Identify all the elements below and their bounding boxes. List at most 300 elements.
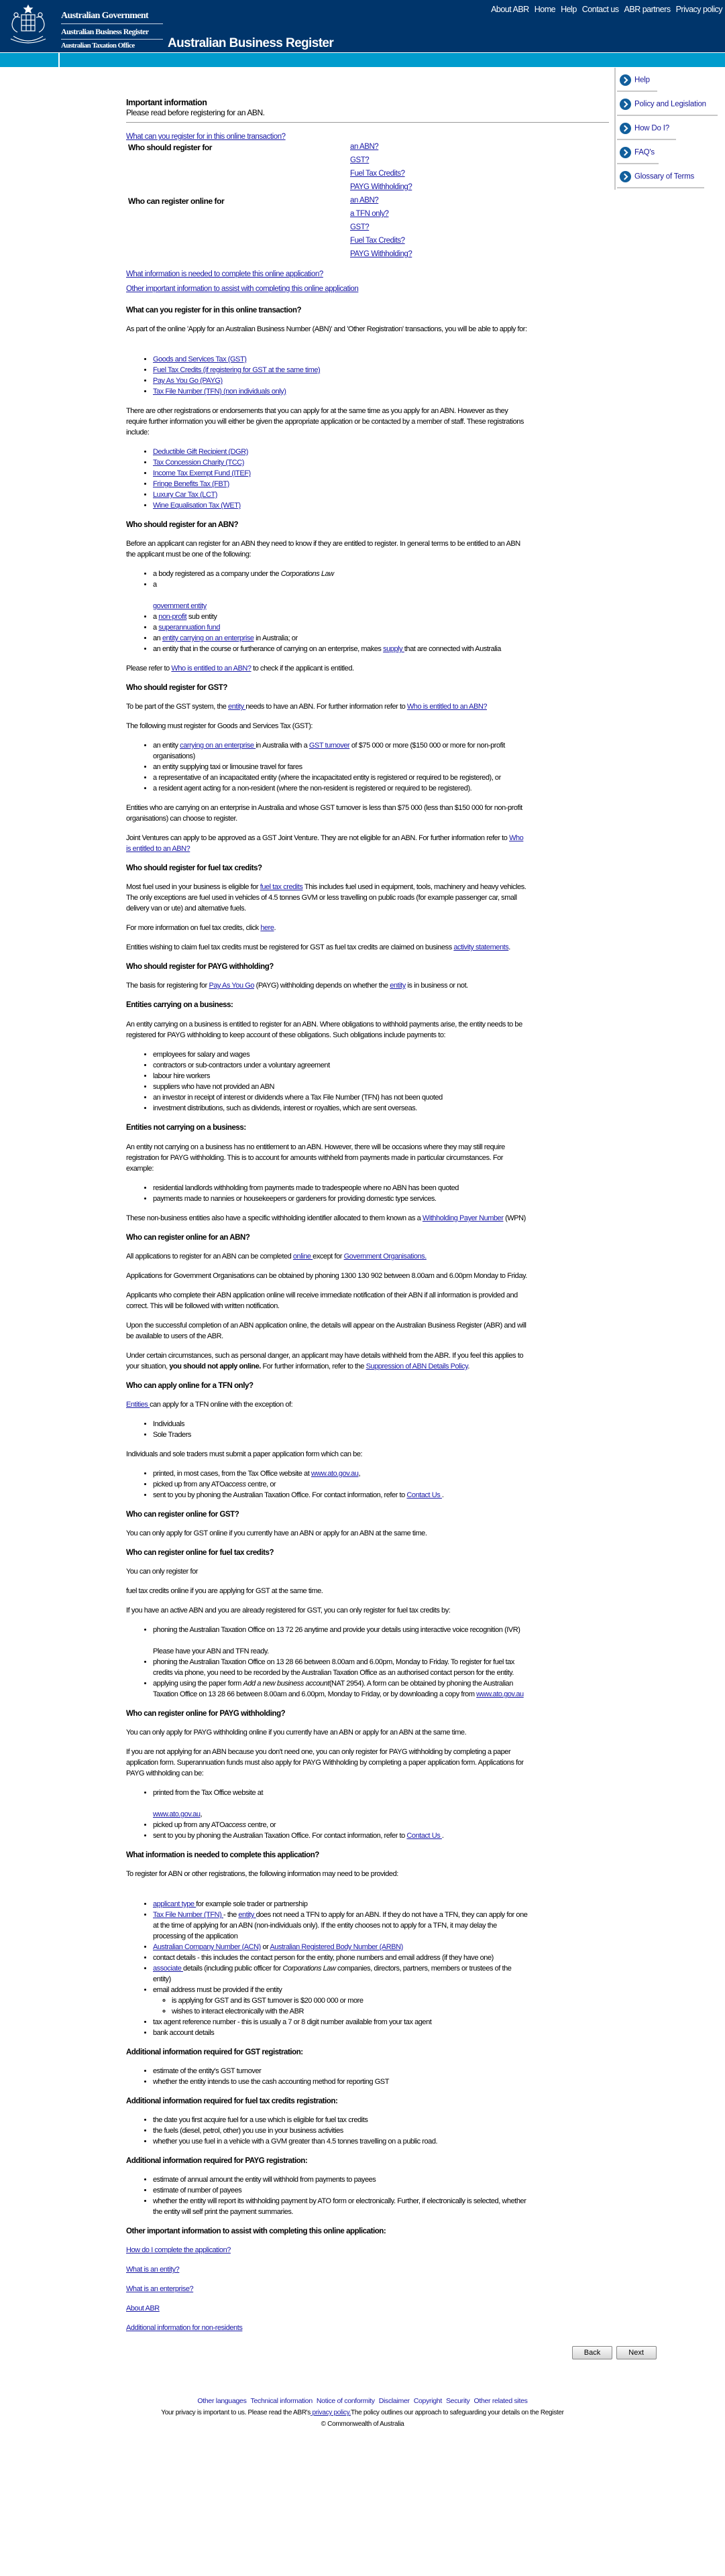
list-item	[153, 579, 528, 611]
toc-row-link-cell	[350, 196, 412, 210]
inline-link[interactable]: Fuel Tax Credits (if registering for GST at the same time)	[153, 366, 321, 374]
text: labour hire workers	[153, 1072, 210, 1080]
paragraph	[126, 942, 528, 953]
sub-heading: Entities not carrying on a business:	[126, 1124, 246, 1132]
inline-link[interactable]: Who is entitled to an ABN?	[406, 703, 487, 711]
bullet-list	[126, 2066, 528, 2087]
nav-abr-partners[interactable]: ABR partners	[624, 5, 671, 14]
section	[126, 1381, 528, 1501]
text: companies, directors, partners, members or trustees of the entity)	[153, 1965, 512, 1983]
paragraph	[126, 1586, 528, 1596]
inline-link[interactable]: Australian Company Number (ACN)	[153, 1943, 261, 1951]
list-item	[153, 489, 528, 500]
list-item	[153, 1830, 528, 1841]
inline-link[interactable]: entity	[238, 1911, 256, 1919]
chevron-circle-icon	[620, 123, 631, 134]
text: bank account details	[153, 2029, 215, 2037]
text: Entities who are carrying on an enterprise in Australia and whose GST turnover is less than $75 000 (less than $150 000 for non-profit organisations) can choose to register.	[126, 804, 522, 823]
footer-link[interactable]: Disclaimer	[378, 2397, 410, 2405]
inline-link[interactable]: government entity	[153, 602, 207, 610]
paragraph	[126, 1528, 528, 1539]
text: a resident agent acting for a non-resident (where the non-resident is registered or required to be registered).	[153, 784, 472, 793]
inline-link[interactable]: Entities	[126, 1401, 150, 1409]
text: Most fuel used in your business is eligible for	[126, 883, 260, 891]
italic-text: Corporations Law	[280, 570, 334, 578]
inline-link[interactable]: www.ato.gov.au	[476, 1690, 524, 1698]
paragraph	[126, 1399, 528, 1410]
list-item	[153, 2017, 528, 2028]
divider	[617, 187, 704, 188]
text: phoning the Australian Taxation Office on 13 72 26 anytime and provide your details using interactive voice recognition (IVR)	[153, 1626, 520, 1634]
list-item	[153, 457, 528, 468]
inline-link[interactable]: Wine Equalisation Tax (WET)	[153, 502, 241, 510]
text: email address must be provided if the entity	[153, 1986, 282, 1994]
text: is in business or not.	[405, 982, 468, 990]
list-item	[153, 479, 528, 489]
inline-link[interactable]: carrying on an enterprise	[180, 742, 256, 750]
text: suppliers who have not provided an ABN	[153, 1083, 275, 1091]
toc-link[interactable]: an ABN?	[350, 196, 379, 204]
divider	[126, 122, 609, 123]
toc-link[interactable]: PAYG Withholding?	[350, 183, 412, 191]
text: an entity that in the course or furtherance of carrying on an enterprise, makes	[153, 645, 384, 653]
page-subtitle: Please read before registering for an ABN.	[126, 108, 265, 117]
inline-link[interactable]: Pay As You Go (PAYG)	[153, 377, 223, 385]
toc-row	[126, 170, 412, 183]
list-item	[153, 1657, 528, 1678]
back-button[interactable]: Back	[572, 2346, 612, 2359]
text: an entity supplying taxi or limousine travel for fares	[153, 763, 302, 771]
text: (WPN)	[503, 1214, 526, 1222]
section-heading: Who should register for an ABN?	[126, 521, 239, 529]
list-item	[153, 1985, 528, 2017]
toc-row-link-cell	[350, 143, 412, 156]
toc-row	[126, 196, 412, 210]
sidebar-item-how-do-i[interactable]	[616, 117, 725, 141]
list-item	[153, 1490, 528, 1501]
coat-of-arms-logo	[7, 3, 50, 48]
toc-row	[126, 223, 412, 237]
toc-link[interactable]: Fuel Tax Credits?	[350, 170, 405, 178]
toc-row-link-cell	[350, 237, 412, 250]
toc-link[interactable]: What can you register for in this online transaction?	[126, 133, 286, 141]
paragraph	[126, 406, 528, 438]
inline-link[interactable]: Who is entitled to an ABN?	[126, 834, 524, 853]
list-item	[153, 500, 528, 511]
toc-row	[126, 143, 412, 156]
toc-row	[126, 250, 412, 264]
text: These non-business entities also have a specific withholding identifier allocated to them known as a	[126, 1214, 423, 1222]
toc-link[interactable]: a TFN only?	[350, 210, 389, 218]
text: printed, in most cases, from the Tax Office website at	[153, 1470, 311, 1478]
main-content	[126, 94, 609, 2342]
toc-link[interactable]: Fuel Tax Credits?	[350, 237, 405, 245]
text: wishes to interact electronically with the ABR	[172, 2007, 304, 2015]
list-item	[153, 1910, 528, 1942]
text: in Australia with a	[256, 742, 309, 750]
paragraph	[126, 1566, 528, 1577]
inline-link[interactable]: www.ato.gov.au	[153, 1810, 201, 1818]
chevron-circle-icon	[620, 74, 631, 86]
toc-link[interactable]: Other important information to assist with completing this online application	[126, 285, 359, 293]
list-item	[153, 1952, 528, 1963]
bullet-list	[126, 1049, 528, 1114]
bold-text: you should not apply online.	[169, 1362, 261, 1370]
nav-home[interactable]: Home	[534, 5, 556, 14]
section	[126, 305, 528, 511]
inline-link[interactable]: What is an entity?	[126, 2266, 180, 2274]
section-heading: Who can apply online for a TFN only?	[126, 1382, 254, 1390]
sidebar-item-label: FAQ's	[634, 148, 655, 157]
inline-link[interactable]: superannuation fund	[158, 624, 221, 632]
sidebar-item-glossary[interactable]	[616, 166, 725, 190]
inline-link[interactable]: What is an enterprise?	[126, 2285, 194, 2293]
section	[126, 683, 528, 854]
paragraph	[126, 2323, 528, 2333]
list-item	[153, 1942, 528, 1952]
toc-row-label	[126, 156, 350, 170]
inline-link[interactable]: Fringe Benefits Tax (FBT)	[153, 480, 229, 488]
inline-link[interactable]: Australian Registered Body Number (ARBN)	[270, 1943, 403, 1951]
inline-link[interactable]: Government Organisations.	[343, 1252, 427, 1261]
sidebar-item-faqs[interactable]	[616, 141, 725, 166]
text: a representative of an incapacitated entity (where the incapacitated entity is registered or required to be registered), or	[153, 774, 501, 782]
text: Please have your ABN and TFN ready.	[153, 1647, 269, 1655]
paragraph	[126, 980, 528, 991]
section-heading: Additional information required for fuel tax credits registration:	[126, 2097, 338, 2105]
toc-link[interactable]: PAYG Withholding?	[350, 250, 412, 258]
divider	[617, 115, 718, 116]
text: - the	[223, 1911, 239, 1919]
paragraph	[126, 1251, 528, 1262]
inline-link[interactable]: supply	[383, 645, 404, 653]
nav-privacy-policy[interactable]: Privacy policy	[675, 5, 722, 14]
site-header	[0, 0, 725, 52]
list-item	[153, 386, 528, 397]
text: contact details - this includes the contact person for the entity, phone numbers and email address (if they have one)	[153, 1954, 494, 1962]
sidebar-item-label: Policy and Legislation	[634, 100, 706, 109]
text: If you are not applying for an ABN because you don't need one, you can only register for PAYG withholding by completing a paper application form. Superannuation funds must also apply for PAYG Withholding by completing a paper application form. Applications for PAYG withholding can be:	[126, 1748, 524, 1777]
inline-link[interactable]: Withholding Payer Number	[422, 1214, 504, 1222]
paragraph	[126, 721, 528, 731]
gov-line-1: Australian Government	[61, 11, 149, 21]
inline-link[interactable]: fuel tax credits	[260, 883, 303, 891]
paragraph	[126, 701, 528, 712]
paragraph	[126, 324, 528, 335]
text: (NAT 2954). A form can be obtained by phoning the Australian Taxation Office on 13 28 66 between 8.00am and 6.00pm, Monday to Friday, or by downloading a copy from	[153, 1680, 513, 1698]
paragraph	[126, 1290, 528, 1311]
text: .	[508, 943, 510, 951]
text: or	[260, 1943, 270, 1951]
text: is applying for GST and its GST turnover is $20 000 000 or more	[172, 1997, 364, 2005]
toc-row-label	[126, 210, 350, 223]
divider	[617, 139, 676, 140]
text: of $75 000 or more ($150 000 or more for non-profit organisations)	[153, 742, 505, 760]
toc-link[interactable]: an ABN?	[350, 143, 379, 151]
toc-link[interactable]: What information is needed to complete this online application?	[126, 270, 323, 278]
inline-link[interactable]: online	[292, 1252, 313, 1261]
paragraph	[126, 1605, 528, 1616]
list-item	[153, 447, 528, 457]
text: To register for ABN or other registrations, the following information may need to be provided:	[126, 1870, 398, 1878]
text: picked up from any ATO	[153, 1480, 225, 1488]
toc-row-label	[126, 237, 350, 250]
inline-link[interactable]: Goods and Services Tax (GST)	[153, 355, 247, 363]
bullet-list	[126, 1888, 528, 2038]
text: needs to have an ABN. For further information refer to	[245, 703, 407, 711]
list-item	[153, 644, 528, 654]
text: employees for salary and wages	[153, 1051, 250, 1059]
list-item	[153, 1183, 528, 1193]
inline-link[interactable]: activity statements	[453, 943, 509, 951]
text: To be part of the GST system, the	[126, 703, 229, 711]
list-item	[153, 1429, 528, 1440]
text: the fuels (diesel, petrol, other) you use in your business activities	[153, 2127, 343, 2135]
toc-row-link-cell	[350, 223, 412, 237]
copyright: © Commonwealth of Australia	[321, 2420, 404, 2428]
toc-row	[126, 156, 412, 170]
section	[126, 2047, 528, 2087]
list-item	[153, 633, 528, 644]
list-item	[153, 1468, 528, 1479]
button-bar	[570, 2346, 659, 2359]
inline-link[interactable]: Deductible Gift Recipient (DGR)	[153, 448, 248, 456]
list-item	[153, 1081, 528, 1092]
bullet-list	[126, 1788, 528, 1841]
paragraph	[126, 1350, 528, 1372]
text: The basis for registering for	[126, 982, 209, 990]
footer-link[interactable]: Notice of conformity	[316, 2397, 375, 2405]
toc-row	[126, 210, 412, 223]
bullet-list	[126, 2174, 528, 2217]
bullet-list	[126, 447, 528, 511]
nav-help[interactable]: Help	[561, 5, 577, 14]
text: tax agent reference number - this is usually a 7 or 8 digit number available from your tax agent	[153, 2018, 432, 2026]
toc-link[interactable]: GST?	[350, 223, 370, 231]
text: All applications to register for an ABN can be completed	[126, 1252, 293, 1261]
paragraph	[126, 2264, 528, 2275]
paragraph	[126, 1727, 528, 1738]
footer-link[interactable]: Security	[445, 2397, 470, 2405]
section-heading: Who can register online for an ABN?	[126, 1234, 250, 1242]
text: estimate of the entity's GST turnover	[153, 2067, 262, 2075]
paragraph	[126, 833, 528, 854]
bullet-list	[126, 569, 528, 654]
paragraph	[126, 538, 528, 560]
inline-link[interactable]: Contact Us	[406, 1832, 442, 1840]
table-of-contents	[126, 133, 609, 293]
text: details (including public officer for	[183, 1965, 283, 1973]
text: can apply for a TFN online with the exception of:	[150, 1401, 293, 1409]
nav-contact-us[interactable]: Contact us	[581, 5, 619, 14]
privacy-text: Your privacy is important to us. Please read the ABR's	[161, 2409, 311, 2416]
list-item	[153, 1049, 528, 1060]
inline-link[interactable]: www.ato.gov.au	[311, 1470, 359, 1478]
text: fuel tax credits online if you are applying for GST at the same time.	[126, 1587, 323, 1595]
section-heading: Additional information required for GST registration:	[126, 2048, 303, 2056]
sidebar-item-policy[interactable]	[616, 93, 725, 117]
inline-link[interactable]: Tax Concession Charity (TCC)	[153, 459, 244, 467]
list-item	[153, 2125, 528, 2136]
list-item	[153, 1888, 528, 1910]
privacy-text: The policy outlines our approach to safeguarding your details on the Register	[351, 2409, 564, 2416]
list-item	[153, 2115, 528, 2125]
text: An entity carrying on a business is entitled to register for an ABN. Where obligations to withhold payments arise, the entity needs to be registered for PAYG withholding to keep account of these obligations. Such obligations include payments to:	[126, 1020, 522, 1039]
paragraph	[126, 1449, 528, 1460]
list-item	[153, 2174, 528, 2185]
paragraph	[126, 882, 528, 914]
list-item	[153, 1092, 528, 1103]
text: centre, or	[245, 1821, 276, 1829]
inline-link[interactable]: Additional information for non-residents	[126, 2324, 243, 2332]
list-item	[153, 1788, 528, 1820]
text: payments made to nannies or housekeepers or gardeners for providing domestic type services.	[153, 1195, 437, 1203]
text: except for	[313, 1252, 344, 1261]
text: Before an applicant can register for an ABN they need to know if they are entitled to register. In general terms to be entitled to an ABN the applicant must be one of the following:	[126, 540, 520, 559]
text: Applicants who complete their ABN application online will receive immediate notification of their ABN if all information is provided and correct. This will be followed with written notification.	[126, 1291, 518, 1310]
bullet-list	[126, 740, 528, 794]
text: Individuals and sole traders must submit a paper application form which can be:	[126, 1450, 363, 1458]
section-heading: Who should register for fuel tax credits?	[126, 864, 262, 872]
inline-link[interactable]: How do I complete the application?	[126, 2246, 231, 2254]
toc-row-label	[126, 170, 350, 183]
list-item	[153, 1625, 528, 1657]
section-heading: What information is needed to complete this application?	[126, 1851, 319, 1859]
list-item	[153, 1820, 528, 1830]
section-heading: Who can register online for GST?	[126, 1511, 239, 1519]
text: There are other registrations or endorsements that you can apply for at the same time as you apply for an ABN. However as they require further information you will either be given the appropriate application or be contacted by a member of staff. These registrations include:	[126, 407, 524, 436]
text: applying using the paper form	[153, 1680, 243, 1688]
footer-link[interactable]: Technical information	[250, 2397, 313, 2405]
footer-link[interactable]: Other languages	[197, 2397, 247, 2405]
text: estimate of number of payees	[153, 2186, 242, 2194]
sidebar-item-help[interactable]	[616, 69, 725, 93]
italic-text: Add a new business account	[243, 1680, 329, 1688]
nav-about-abr[interactable]: About ABR	[491, 5, 529, 14]
next-button[interactable]: Next	[616, 2346, 657, 2359]
toc-row	[126, 237, 412, 250]
list-item	[153, 611, 528, 622]
bullet-list	[126, 2115, 528, 2147]
inline-link[interactable]: Luxury Car Tax (LCT)	[153, 491, 217, 499]
list-item	[153, 2066, 528, 2076]
inline-link[interactable]: Pay As You Go	[209, 982, 254, 990]
inline-link[interactable]: applicant type	[153, 1900, 197, 1908]
privacy-policy-link[interactable]: privacy policy.	[310, 2409, 351, 2416]
section	[126, 2226, 528, 2333]
list-item	[153, 375, 528, 386]
inline-link[interactable]: Who is entitled to an ABN?	[171, 664, 252, 672]
text: an investor in receipt of interest or dividends where a Tax File Number (TFN) has not been quoted	[153, 1094, 443, 1102]
text: does not need a TFN to apply for an ABN. If they do not have a TFN, they can apply for one at the time of applying for an ABN (non-individuals only). If the entity chooses not to apply for a TFN, it may delay the processing of the application	[153, 1911, 528, 1940]
text: Please refer to	[126, 664, 172, 672]
bullet-list	[126, 1419, 528, 1440]
section-heading: Who should register for GST?	[126, 684, 227, 692]
toc-row-link-cell	[350, 210, 412, 223]
text: sub entity	[186, 613, 217, 621]
paragraph	[126, 1271, 528, 1281]
text: You can only apply for PAYG withholding online if you currently have an ABN or apply for an ABN at the same time.	[126, 1729, 467, 1737]
sidebar-item-label: How Do I?	[634, 124, 669, 133]
toc-row-link-cell	[350, 183, 412, 196]
text: in Australia; or	[254, 634, 298, 642]
list-item	[153, 343, 528, 365]
inline-link[interactable]: Contact Us	[406, 1491, 442, 1499]
list-item	[153, 2028, 528, 2038]
toc-row-label: Who can register online for	[128, 196, 225, 206]
inline-link[interactable]: associate	[153, 1965, 184, 1973]
inline-link[interactable]: GST turnover	[309, 742, 350, 750]
toc-row-link-cell	[350, 250, 412, 264]
text: .	[441, 1491, 444, 1499]
list-item	[153, 2185, 528, 2196]
footer-link[interactable]: Other related sites	[473, 2397, 528, 2405]
inline-link[interactable]: Tax File Number (TFN)	[153, 1911, 223, 1919]
list-item	[153, 1678, 528, 1700]
list-item	[153, 1419, 528, 1429]
text: contractors or sub-contractors under a voluntary agreement	[153, 1061, 330, 1069]
list-item	[153, 740, 528, 762]
toc-link[interactable]: GST?	[350, 156, 370, 164]
section-heading: Who can register online for fuel tax credits?	[126, 1549, 274, 1557]
inline-link[interactable]: About ABR	[126, 2304, 160, 2312]
line-gap	[153, 1888, 528, 1899]
inline-link[interactable]: entity	[228, 703, 246, 711]
inline-link[interactable]: non-profit	[158, 613, 187, 621]
text: sent to you by phoning the Australian Taxation Office. For contact information, refer to	[153, 1832, 407, 1840]
paragraph	[126, 1019, 528, 1041]
inline-link[interactable]: here	[260, 924, 274, 932]
text: that are connected with Australia	[404, 645, 501, 653]
section-heading: Who should register for PAYG withholding?	[126, 963, 274, 971]
footer-link[interactable]: Copyright	[413, 2397, 442, 2405]
paragraph	[126, 1747, 528, 1779]
line-gap	[153, 1635, 528, 1646]
sidebar	[614, 68, 725, 190]
bullet-list	[126, 343, 528, 397]
list-item	[153, 622, 528, 633]
text: whether you use fuel in a vehicle with a GVM greater than 4.5 tonnes travelling on a public road.	[153, 2138, 438, 2146]
inline-link[interactable]: Suppression of ABN Details Policy	[366, 1362, 468, 1370]
text: Applications for Government Organisations can be obtained by phoning 1300 130 902 between 8.00am and 6.00pm Monday to Friday.	[126, 1272, 527, 1280]
section	[126, 1547, 528, 1700]
section	[126, 1850, 528, 2038]
paragraph	[126, 803, 528, 824]
line-gap	[153, 343, 528, 354]
list-item	[153, 1193, 528, 1204]
text: printed from the Tax Office website at	[153, 1789, 264, 1797]
text: the date you first acquire fuel for a use which is eligible for fuel tax credits	[153, 2116, 368, 2124]
privacy-notice	[0, 2409, 725, 2416]
text: Entities wishing to claim fuel tax credits must be registered for GST as fuel tax credits are claimed on business	[126, 943, 454, 951]
inline-link[interactable]: Income Tax Exempt Fund (ITEF)	[153, 469, 251, 477]
page-title: Important information	[126, 98, 207, 107]
section	[126, 1509, 528, 1539]
italic-text: Corporations Law	[282, 1965, 336, 1973]
toc-row	[126, 183, 412, 196]
inline-link[interactable]: entity	[390, 982, 406, 990]
paragraph	[126, 1320, 528, 1342]
inline-link[interactable]: entity carrying on an enterprise	[162, 634, 254, 642]
list-item	[153, 1103, 528, 1114]
sidebar-item-label: Help	[634, 76, 650, 84]
text: Individuals	[153, 1420, 185, 1428]
chevron-circle-icon	[620, 171, 631, 182]
toc-row-label: Who should register for	[128, 143, 212, 152]
inline-link[interactable]: Tax File Number (TFN) (non individuals only)	[153, 388, 286, 396]
divider	[61, 23, 163, 24]
text: For more information on fuel tax credits, click	[126, 924, 261, 932]
